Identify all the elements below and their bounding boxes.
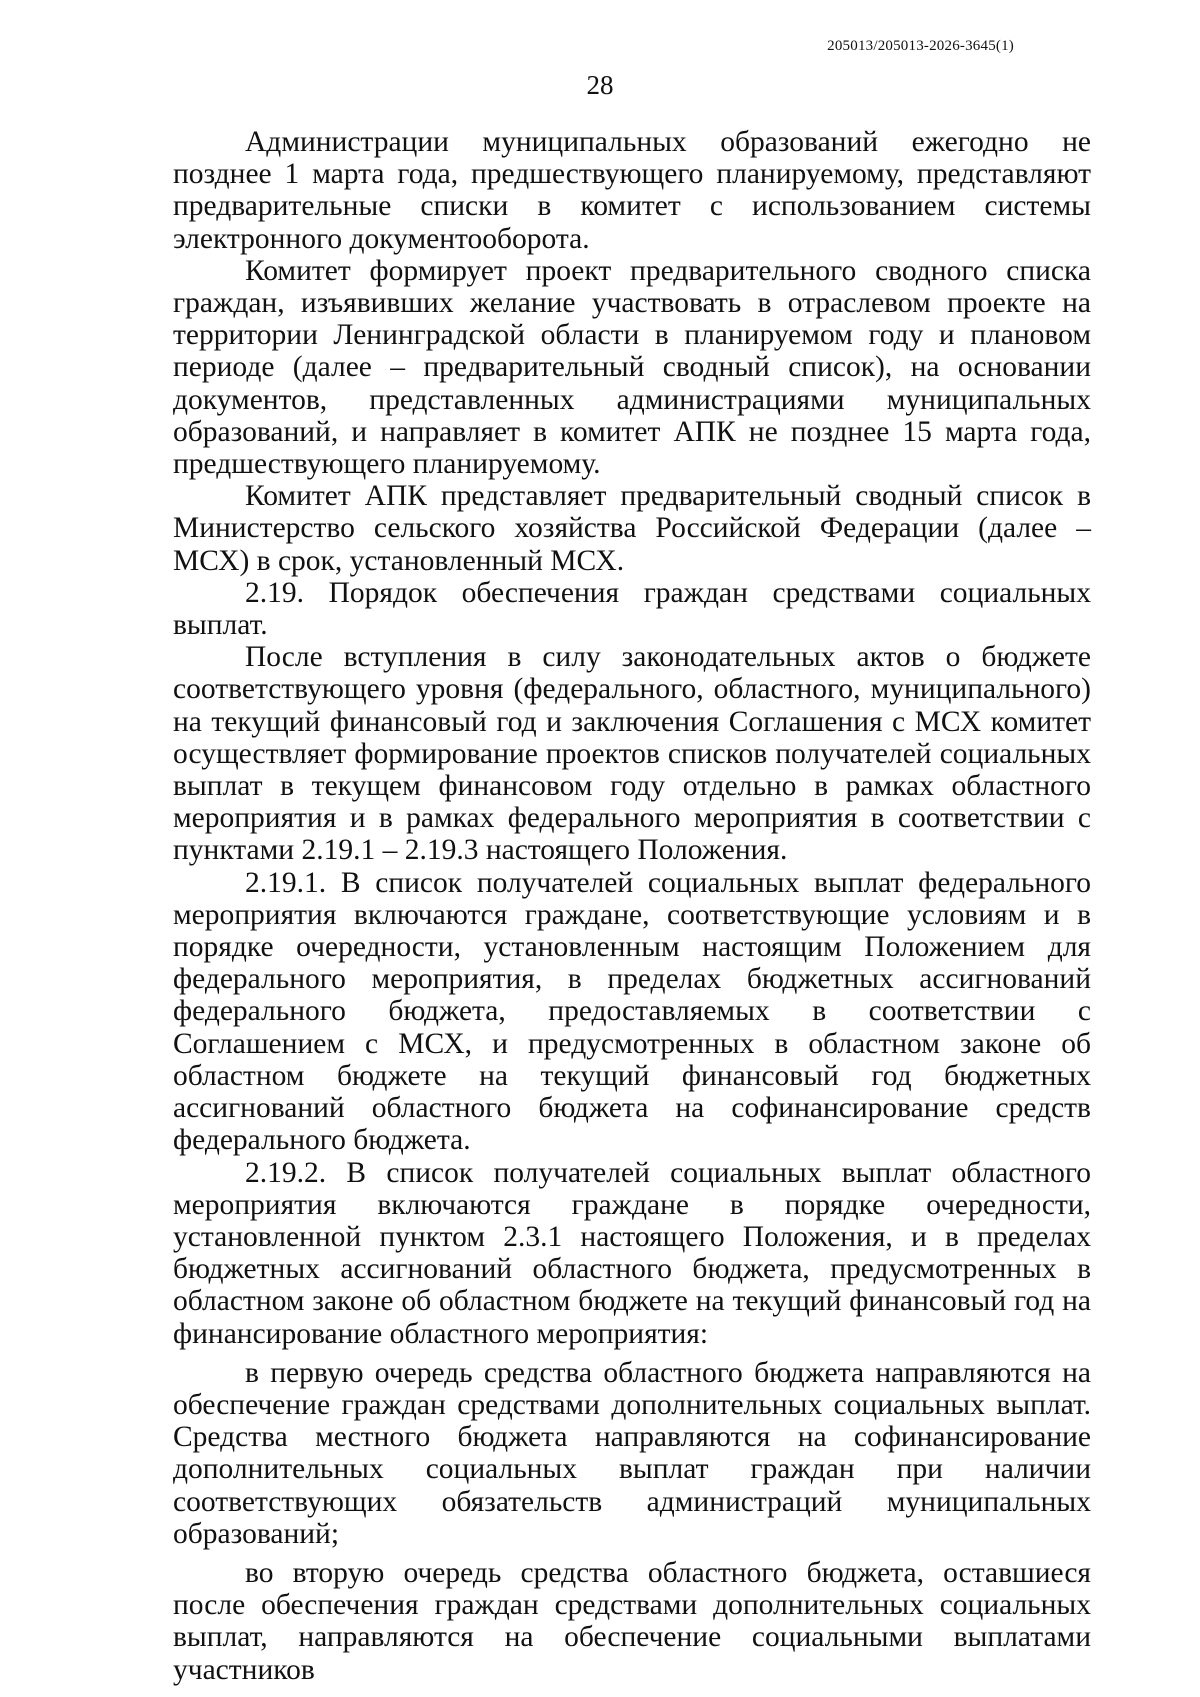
list-item-second-priority: во вторую очередь средства областного бюджета, оставшиеся после обеспечения граждан средствами дополнительных социальных выплат, направляются на обеспечение социальными выплатами участников [173, 1556, 1091, 1686]
paragraph-committee-summary-list: Комитет формирует проект предварительного сводного списка граждан, изъявивших желание участвовать в отраслевом проекте на территории Ленинградской области в планируемом году и плановом периоде (далее – предварительный сводный список), на основании документов, представленных администрациями муниципальных образований, и направляет в комитет АПК не позднее 15 марта года, предшествующего планируемому. [173, 254, 1091, 481]
section-heading-2-19: 2.19. Порядок обеспечения граждан средствами социальных выплат. [173, 576, 1091, 642]
list-item-first-priority: в первую очередь средства областного бюджета направляются на обеспечение граждан средствами дополнительных социальных выплат. Средства местного бюджета направляются на софинансирование дополнительных социальных выплат граждан при наличии соответствующих обязательств администраций муниципальных образований; [173, 1356, 1091, 1550]
paragraph-2-19-2: 2.19.2. В список получателей социальных выплат областного мероприятия включаются граждане в порядке очередности, установленной пунктом 2.3.1 настоящего Положения, и в пределах бюджетных ассигнований областного бюджета, предусмотренных в областном законе об областном бюджете на текущий финансовый год на финансирование областного мероприятия: [173, 1156, 1091, 1350]
page-number: 28 [586, 70, 614, 100]
document-id: 205013/205013-2026-3645(1) [827, 38, 1014, 54]
document-body [173, 126, 1091, 1686]
paragraph-2-19-1: 2.19.1. В список получателей социальных выплат федерального мероприятия включаются граждане, соответствующие условиям и в порядке очередности, установленным настоящим Положением для федерального мероприятия, в пределах бюджетных ассигнований федерального бюджета, предоставляемых в соответствии с Соглашением с МСХ, и предусмотренных в областном законе об областном бюджете на текущий финансовый год бюджетных ассигнований областного бюджета на софинансирование средств федерального бюджета. [173, 866, 1091, 1157]
paragraph-submission-deadline: Администрации муниципальных образований ежегодно не позднее 1 марта года, предшествующего планируемому, представляют предварительные списки в комитет с использованием системы электронного документооборота. [173, 126, 1091, 255]
paragraph-apk-submission: Комитет АПК представляет предварительный сводный список в Министерство сельского хозяйства Российской Федерации (далее – МСХ) в срок, установленный МСХ. [173, 480, 1091, 577]
paragraph-recipient-lists: После вступления в силу законодательных актов о бюджете соответствующего уровня (федерального, областного, муниципального) на текущий финансовый год и заключения Соглашения с МСХ комитет осуществляет формирование проектов списков получателей социальных выплат в текущем финансовом году отдельно в рамках областного мероприятия и в рамках федерального мероприятия в соответствии с пунктами 2.19.1 – 2.19.3 настоящего Положения. [173, 641, 1091, 867]
